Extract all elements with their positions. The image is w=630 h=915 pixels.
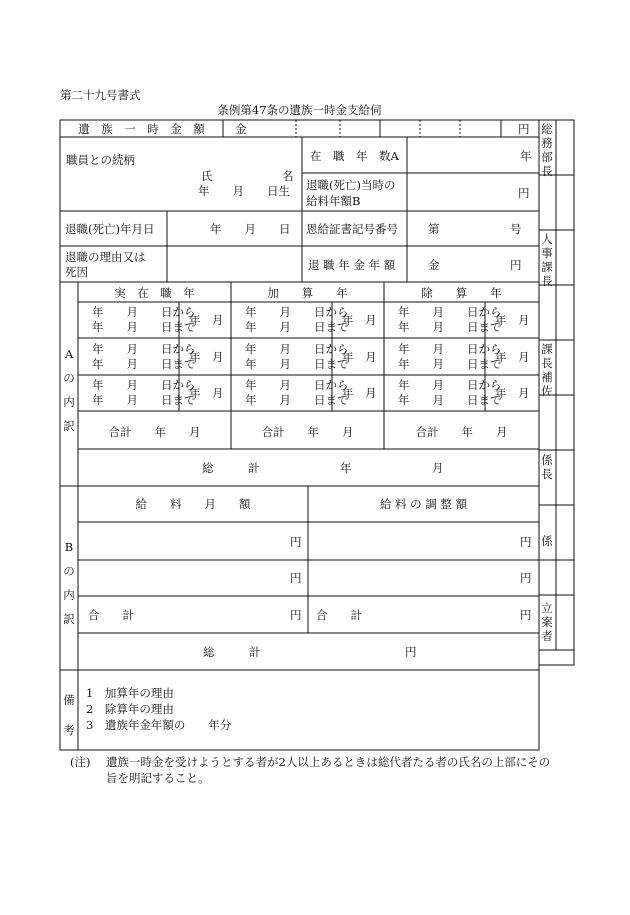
reason-label-2: 死因	[65, 265, 88, 279]
remark-item-3: 3 遺族年金年額の 年分	[86, 718, 232, 732]
retire-date-value: 年 月 日	[210, 222, 291, 236]
b-r2-left-yen: 円	[290, 571, 302, 585]
relation-label: 職員との続柄	[66, 153, 135, 167]
a-r1-c2-until: 年 月 日まで	[245, 320, 349, 334]
a-r2-c3-from: 年 月 日から	[398, 342, 502, 356]
a-col-head-sub: 除 算 年	[421, 286, 502, 300]
a-breakdown-label: Aの内訳	[63, 347, 75, 433]
form-number: 第二十九号書式	[60, 88, 141, 102]
approver-somu: 総務部長	[541, 122, 553, 178]
a-r3-c3-ym: 年 月	[495, 386, 530, 400]
a-r2-c3-until: 年 月 日まで	[398, 357, 502, 371]
cert-label: 恩給証書記号番号	[306, 222, 398, 236]
b-grand-total-label: 総 計	[203, 645, 261, 659]
service-years-unit: 年	[520, 149, 532, 163]
pension-yen: 円	[510, 258, 522, 272]
a-r3-c3-from: 年 月 日から	[398, 378, 502, 392]
salary-label-1: 退職(死亡)当時の	[306, 178, 396, 192]
a-subtotal-sub: 合計 年 月	[415, 425, 508, 439]
retire-date-label: 退職(死亡)年月日	[65, 222, 155, 236]
name-shi: 氏	[201, 169, 213, 183]
approver-kacho-hosa: 課長補佐	[541, 342, 553, 398]
a-r1-c1-ym: 年 月	[189, 313, 224, 327]
a-r1-c3-ym: 年 月	[495, 313, 530, 327]
lump-sum-kin: 金	[235, 122, 247, 136]
a-r1-c2-ym: 年 月	[342, 313, 377, 327]
a-r1-c1-until: 年 月 日まで	[92, 320, 196, 334]
a-r1-c1-from: 年 月 日から	[92, 305, 196, 319]
a-r1-c2-from: 年 月 日から	[245, 305, 349, 319]
salary-unit: 円	[518, 186, 530, 200]
a-r2-c1-from: 年 月 日から	[92, 342, 196, 356]
b-r1-left-yen: 円	[290, 535, 302, 549]
cert-dai: 第	[428, 222, 440, 236]
a-r3-c1-from: 年 月 日から	[92, 378, 196, 392]
a-r3-c2-until: 年 月 日まで	[245, 393, 349, 407]
pension-kin: 金	[428, 258, 440, 272]
b-head-adjust: 給 料 の 調 整 額	[379, 497, 468, 511]
note-line-2: 旨を明記すること。	[106, 771, 210, 785]
lump-sum-label: 遺 族 一 時 金 額	[78, 122, 205, 136]
salary-label-2: 給料年額B	[306, 194, 361, 208]
remark-item-2: 2 除算年の理由	[86, 702, 174, 716]
b-r1-right-yen: 円	[520, 535, 532, 549]
form-title: 条例第47条の遺族一時金支給伺	[217, 103, 382, 117]
a-r2-c2-from: 年 月 日から	[245, 342, 349, 356]
a-subtotal-add: 合計 年 月	[261, 425, 354, 439]
b-goukei-right: 合 計	[316, 608, 362, 622]
a-r3-c2-ym: 年 月	[342, 386, 377, 400]
approver-kakaricho: 係長	[541, 453, 553, 481]
pension-label: 退 職 年 金 年 額	[308, 258, 396, 272]
reason-label-1: 退職の理由又は	[65, 250, 146, 264]
a-r3-c1-until: 年 月 日まで	[92, 393, 196, 407]
approver-kakari: 係	[541, 534, 553, 548]
b-goukei-left-yen: 円	[290, 608, 302, 622]
service-years-label: 在 職 年 数A	[310, 149, 399, 163]
a-col-head-actual: 実 在 職 年	[114, 286, 195, 300]
a-r2-c2-until: 年 月 日まで	[245, 357, 349, 371]
note-line-1: 遺族一時金を受けようとする者が2人以上あるときは総代者たる者の氏名の上部にその	[106, 755, 551, 769]
a-r1-c3-from: 年 月 日から	[398, 305, 502, 319]
a-r2-c2-ym: 年 月	[342, 350, 377, 364]
a-r3-c2-from: 年 月 日から	[245, 378, 349, 392]
note-prefix: (注)	[70, 755, 91, 769]
a-r1-c3-until: 年 月 日まで	[398, 320, 502, 334]
name-mei: 名	[282, 169, 294, 183]
a-r2-c1-until: 年 月 日まで	[92, 357, 196, 371]
b-grand-total-yen: 円	[405, 645, 417, 659]
a-r3-c1-ym: 年 月	[189, 386, 224, 400]
approver-jinji: 人事課長	[541, 232, 553, 288]
remark-item-1: 1 加算年の理由	[86, 686, 174, 700]
cert-go: 号	[510, 222, 522, 236]
a-r2-c3-ym: 年 月	[495, 350, 530, 364]
a-col-head-add: 加 算 年	[267, 286, 348, 300]
a-r2-c1-ym: 年 月	[189, 350, 224, 364]
b-head-monthly: 給 料 月 額	[135, 497, 251, 511]
b-goukei-right-yen: 円	[520, 608, 532, 622]
approver-ritsuansha: 立案者	[541, 601, 553, 643]
a-grand-total: 総 計 年 月	[202, 461, 444, 475]
b-r2-right-yen: 円	[520, 571, 532, 585]
a-subtotal-actual: 合計 年 月	[108, 425, 201, 439]
b-goukei-left: 合 計	[88, 608, 134, 622]
b-breakdown-label: Bの内訳	[63, 540, 75, 626]
lump-sum-yen: 円	[518, 122, 530, 136]
birth-date: 年 月 日生	[198, 184, 290, 198]
a-r3-c3-until: 年 月 日まで	[398, 393, 502, 407]
remarks-label: 備考	[63, 693, 75, 737]
